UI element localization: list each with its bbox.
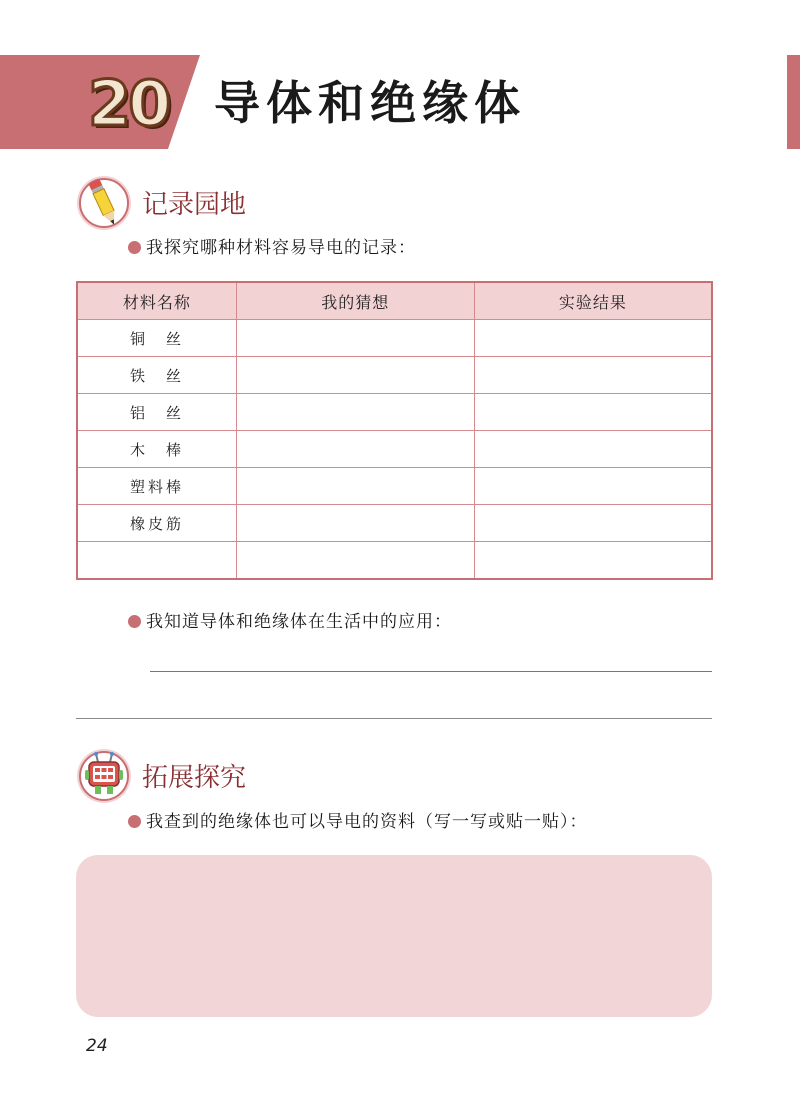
- table-header-guess: 我的猜想: [236, 282, 474, 320]
- table-header-result: 实验结果: [474, 282, 712, 320]
- guess-cell[interactable]: [236, 542, 474, 580]
- material-cell: 铁 丝: [77, 357, 236, 394]
- guess-cell[interactable]: [236, 357, 474, 394]
- material-cell: 塑料棒: [77, 468, 236, 505]
- section-title-extension: 拓展探究: [142, 763, 247, 793]
- table-row: [77, 357, 712, 394]
- table-row: [77, 468, 712, 505]
- result-cell[interactable]: [474, 505, 712, 542]
- result-cell[interactable]: [474, 357, 712, 394]
- result-cell[interactable]: [474, 394, 712, 431]
- page-number: 24: [86, 1036, 108, 1056]
- answer-line[interactable]: [150, 671, 712, 672]
- bullet-dot: [128, 815, 141, 828]
- material-cell[interactable]: [77, 542, 236, 580]
- result-cell[interactable]: [474, 468, 712, 505]
- paste-area[interactable]: [76, 855, 712, 1017]
- table-header-material: 材料名称: [77, 282, 236, 320]
- result-cell[interactable]: [474, 320, 712, 357]
- section-title-record: 记录园地: [142, 190, 247, 220]
- material-cell: 木 棒: [77, 431, 236, 468]
- record-table: [76, 281, 713, 580]
- guess-cell[interactable]: [236, 468, 474, 505]
- extension-prompt-text: 我查到的绝缘体也可以导电的资料（写一写或贴一贴）：: [146, 812, 588, 832]
- lesson-number: 20: [88, 67, 169, 140]
- record-prompt-text: 我探究哪种材料容易导电的记录：: [146, 238, 416, 258]
- result-cell[interactable]: [474, 431, 712, 468]
- bullet-dot: [128, 241, 141, 254]
- table-header-row: [77, 282, 712, 320]
- guess-cell[interactable]: [236, 394, 474, 431]
- record-prompt: [128, 236, 416, 260]
- table-row: [77, 320, 712, 357]
- guess-cell[interactable]: [236, 505, 474, 542]
- application-prompt-text: 我知道导体和绝缘体在生活中的应用：: [146, 612, 452, 632]
- table-row: [77, 394, 712, 431]
- table-row: [77, 505, 712, 542]
- material-cell: 橡皮筋: [77, 505, 236, 542]
- guess-cell[interactable]: [236, 431, 474, 468]
- material-cell: 铝 丝: [77, 394, 236, 431]
- result-cell[interactable]: [474, 542, 712, 580]
- table-row: [77, 431, 712, 468]
- material-cell: 铜 丝: [77, 320, 236, 357]
- guess-cell[interactable]: [236, 320, 474, 357]
- application-prompt: [128, 610, 452, 634]
- page-title: 导体和绝缘体: [214, 76, 526, 130]
- bullet-dot: [128, 615, 141, 628]
- section-divider: [76, 718, 712, 719]
- extension-prompt: [128, 810, 588, 834]
- pencil-icon: [76, 175, 132, 231]
- header-band-edge: [787, 55, 800, 149]
- robot-icon: [76, 748, 132, 804]
- table-row: [77, 542, 712, 580]
